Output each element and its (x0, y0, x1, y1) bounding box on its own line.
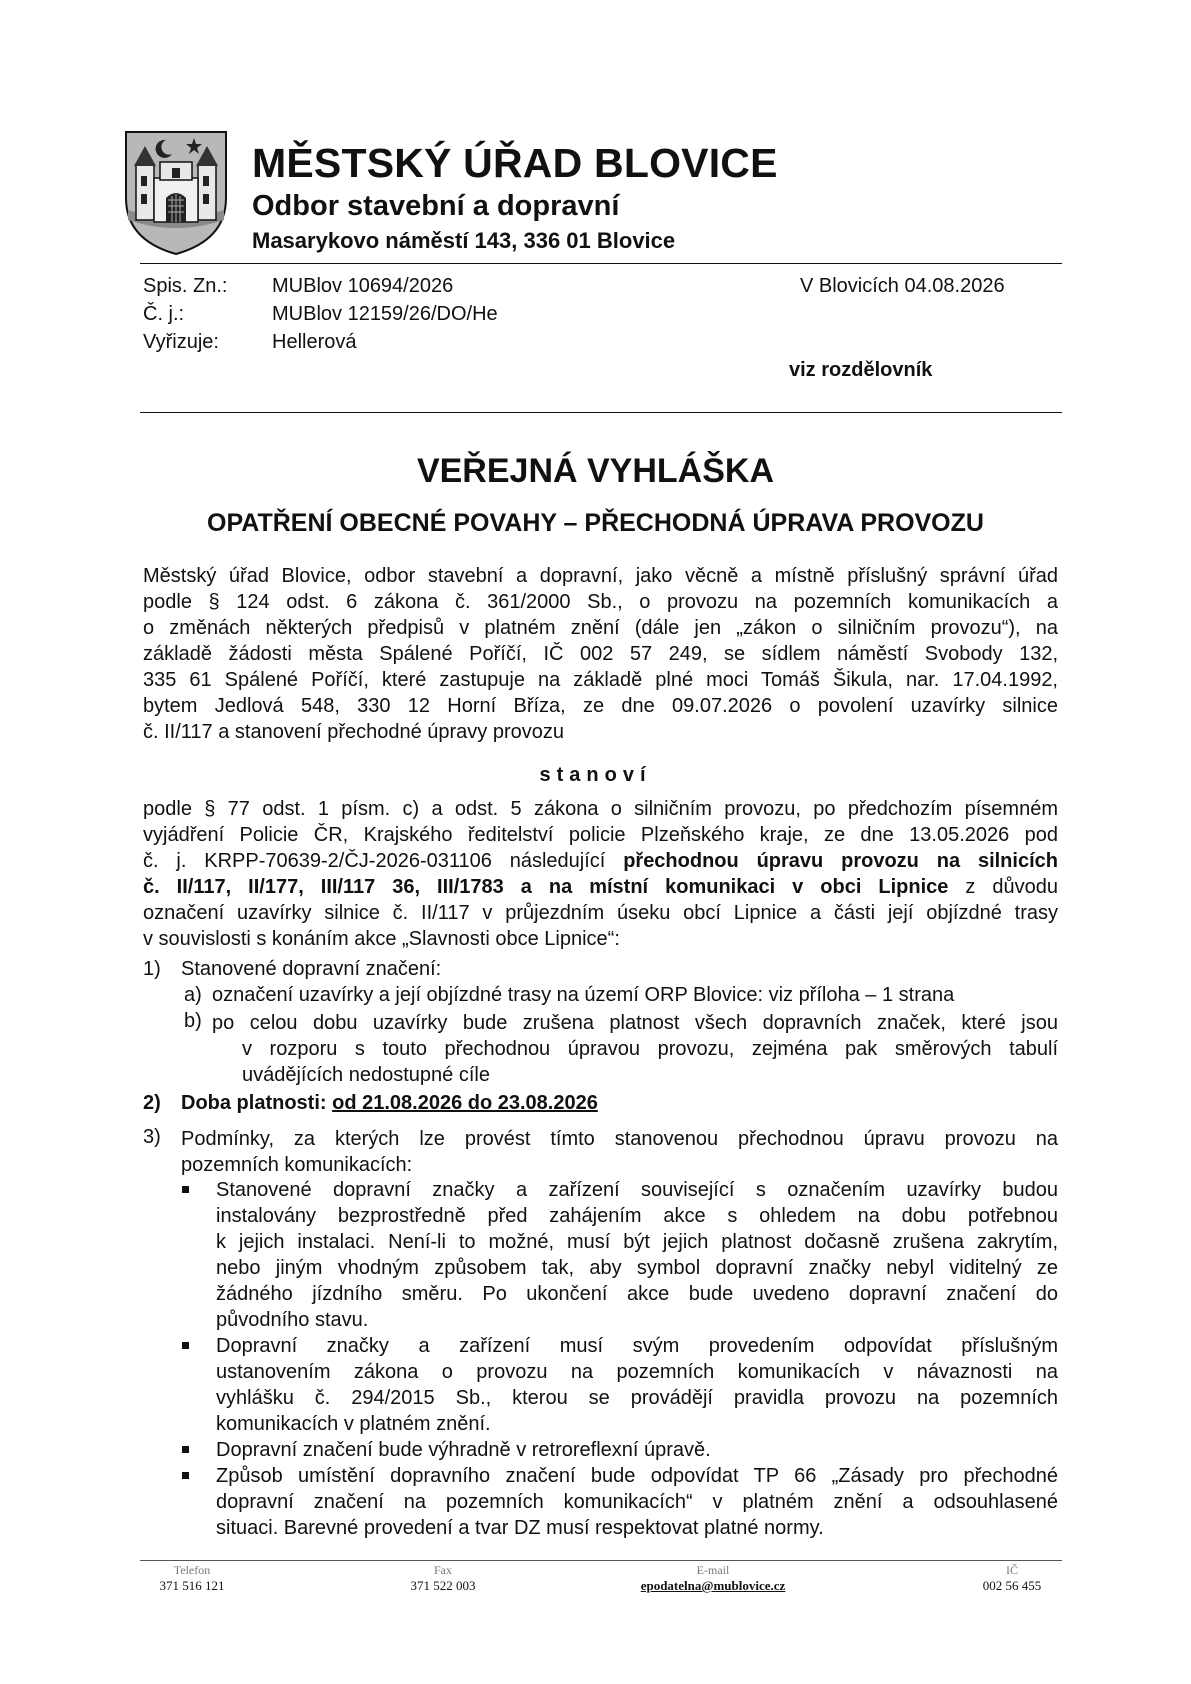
condition-line: nebo jiným vhodným způsobem tak, aby symbol dopravní značky nebyl viditelný ze (216, 1257, 1058, 1279)
intro-line: bytem Jedlová 548, 330 12 Horní Bříza, ze dne 09.07.2026 o povolení uzavírky silnice (143, 695, 1058, 717)
condition-line: instalovány bezprostředně před zahájením akce s ohledem na dobu potřebnou (216, 1205, 1058, 1227)
validity-label: Doba platnosti: (181, 1092, 333, 1114)
cj-label: Č. j.: (143, 303, 185, 325)
coat-of-arms-logo (122, 128, 230, 256)
decision-line: vyjádření Policie ČR, Krajského ředitelství policie Plzeňského kraje, ze dne 13.05.2026 pod (143, 824, 1058, 846)
decision-text: z důvodu (948, 876, 1058, 898)
intro-line: podle § 124 odst. 6 zákona č. 361/2000 Sb., o provozu na pozemních komunikacích a (143, 591, 1058, 613)
condition-line: Dopravní značky a zařízení musí svým provedením odpovídat příslušným (216, 1335, 1058, 1357)
intro-line: 335 61 Spálené Poříčí, které zastupuje na základě plné moci Tomáš Šikula, nar. 17.04.1992, (143, 669, 1058, 691)
bullet-marker (182, 1472, 189, 1479)
decision-line: označení uzavírky silnice č. II/117 v průjezdním úseku obcí Lipnice a části její objízdné trasy (143, 902, 1058, 924)
spis-label: Spis. Zn.: (143, 275, 228, 297)
condition-item (216, 1177, 1058, 1333)
ic-label: IČ (1006, 1563, 1018, 1577)
item-3-line: pozemních komunikacích: (181, 1154, 413, 1176)
item-1b-letter: b) (184, 1010, 202, 1032)
condition-item (216, 1463, 1058, 1541)
bullet-marker (182, 1186, 189, 1193)
condition-line: k jejich instalaci. Není-li to možné, musí být jejich platnost dočasně zrušena zakrytím, (216, 1231, 1058, 1253)
condition-line: původního stavu. (216, 1309, 369, 1331)
intro-line: základě žádosti města Spálené Poříčí, IČ 002 57 249, se sídlem náměstí Svobody 132, (143, 643, 1058, 665)
condition-item (216, 1437, 1058, 1463)
item-1b-line: v rozporu s touto přechodnou úpravou provozu, zejména pak směrových tabulí (242, 1038, 1058, 1060)
fax-label: Fax (434, 1563, 452, 1577)
intro-line: Městský úřad Blovice, odbor stavební a dopravní, jako věcně a místně příslušný správní úřad (143, 565, 1058, 587)
footer-fax (353, 1563, 533, 1594)
reference-divider (140, 412, 1062, 413)
stanovi-heading: stanoví (539, 764, 652, 786)
decision-paragraph (143, 796, 1058, 952)
intro-line: č. II/117 a stanovení přechodné úpravy provozu (143, 721, 565, 743)
footer-phone (102, 1563, 282, 1594)
condition-line: Dopravní značení bude výhradně v retroreflexní úpravě. (216, 1439, 711, 1461)
condition-line: Způsob umístění dopravního značení bude odpovídat TP 66 „Zásady pro přechodné (216, 1465, 1058, 1487)
spis-value: MUBlov 10694/2026 (272, 275, 454, 297)
decision-line: podle § 77 odst. 1 písm. c) a odst. 5 zákona o silničním provozu, po předchozím písemném (143, 798, 1058, 820)
place-date: V Blovicích 04.08.2026 (800, 275, 1005, 297)
decision-emphasis: přechodnou úpravu provozu na silnicích (623, 850, 1058, 872)
item-1-text: Stanovené dopravní značení: (181, 958, 442, 980)
decision-text: č. j. KRPP-70639-2/ČJ-2026-031106 následující (143, 850, 624, 872)
condition-line: vyhlášku č. 294/2015 Sb., kterou se provádějí pravidla provozu na pozemních (216, 1387, 1058, 1409)
condition-line: žádného jízdního směru. Po ukončení akce bude uvedeno dopravní značení do (216, 1283, 1058, 1305)
ic-value: 002 56 455 (982, 1578, 1042, 1593)
bullet-marker (182, 1446, 189, 1453)
decision-line (143, 848, 1058, 874)
condition-item (216, 1333, 1058, 1437)
vyrizuje-label: Vyřizuje: (143, 331, 219, 353)
document-subtitle: OPATŘENÍ OBECNÉ POVAHY – PŘECHODNÁ ÚPRAVA PROVOZU (207, 509, 984, 537)
fax-value: 371 522 003 (410, 1578, 476, 1593)
item-1b-text (212, 1010, 1058, 1088)
office-address: Masarykovo náměstí 143, 336 01 Blovice (252, 228, 676, 253)
condition-line: situaci. Barevné provedení a tvar DZ musí respektovat platné normy. (216, 1517, 824, 1539)
office-name: MĚSTSKÝ ÚŘAD BLOVICE (252, 140, 778, 186)
item-3-line: Podmínky, za kterých lze provést tímto stanovenou přechodnou úpravu provozu na (181, 1128, 1058, 1150)
item-1a-letter: a) (184, 984, 202, 1006)
decision-emphasis: č. II/117, II/177, III/117 36, III/1783 a na místní komunikaci v obci Lipnice (143, 876, 949, 898)
cj-value: MUBlov 12159/26/DO/He (272, 303, 498, 325)
email-link[interactable]: epodatelna@mublovice.cz (640, 1578, 786, 1593)
item-3-number: 3) (143, 1126, 161, 1148)
item-1b-line: uvádějících nedostupné cíle (242, 1064, 490, 1086)
distribution-note: viz rozdělovník (789, 359, 933, 381)
item-1-number: 1) (143, 958, 161, 980)
decision-line: v souvislosti s konáním akce „Slavnosti obce Lipnice“: (143, 928, 620, 950)
footer-email (622, 1563, 804, 1594)
vyrizuje-value: Hellerová (272, 331, 357, 353)
footer-ic (932, 1563, 1092, 1594)
condition-line: komunikacích v platném znění. (216, 1413, 491, 1435)
document-title: VEŘEJNÁ VYHLÁŠKA (416, 452, 775, 490)
header-divider (140, 263, 1062, 264)
intro-paragraph (143, 563, 1058, 745)
department-name: Odbor stavební a dopravní (252, 190, 620, 222)
item-2-number: 2) (143, 1092, 161, 1114)
item-3-text (181, 1126, 1058, 1178)
item-2-text (181, 1092, 598, 1115)
footer-divider (140, 1560, 1062, 1561)
item-1b-line: po celou dobu uzavírky bude zrušena platnost všech dopravních značek, které jsou (212, 1012, 1058, 1034)
validity-period: od 21.08.2026 do 23.08.2026 (332, 1092, 598, 1114)
condition-line: dopravní značení na pozemních komunikacích“ v platném znění a odsouhlasené (216, 1491, 1058, 1513)
item-1a-text: označení uzavírky a její objízdné trasy na území ORP Blovice: viz příloha – 1 strana (212, 984, 955, 1006)
phone-value: 371 516 121 (159, 1578, 225, 1593)
condition-line: ustanovením zákona o provozu na pozemních komunikacích v návaznosti na (216, 1361, 1058, 1383)
intro-line: o změnách některých předpisů v platném znění (dále jen „zákon o silničním provozu“), na (143, 617, 1058, 639)
phone-label: Telefon (173, 1563, 211, 1577)
decision-line (143, 874, 1058, 900)
email-label: E-mail (696, 1563, 730, 1577)
bullet-marker (182, 1342, 189, 1349)
condition-line: Stanovené dopravní značky a zařízení související s označením uzavírky budou (216, 1179, 1058, 1201)
